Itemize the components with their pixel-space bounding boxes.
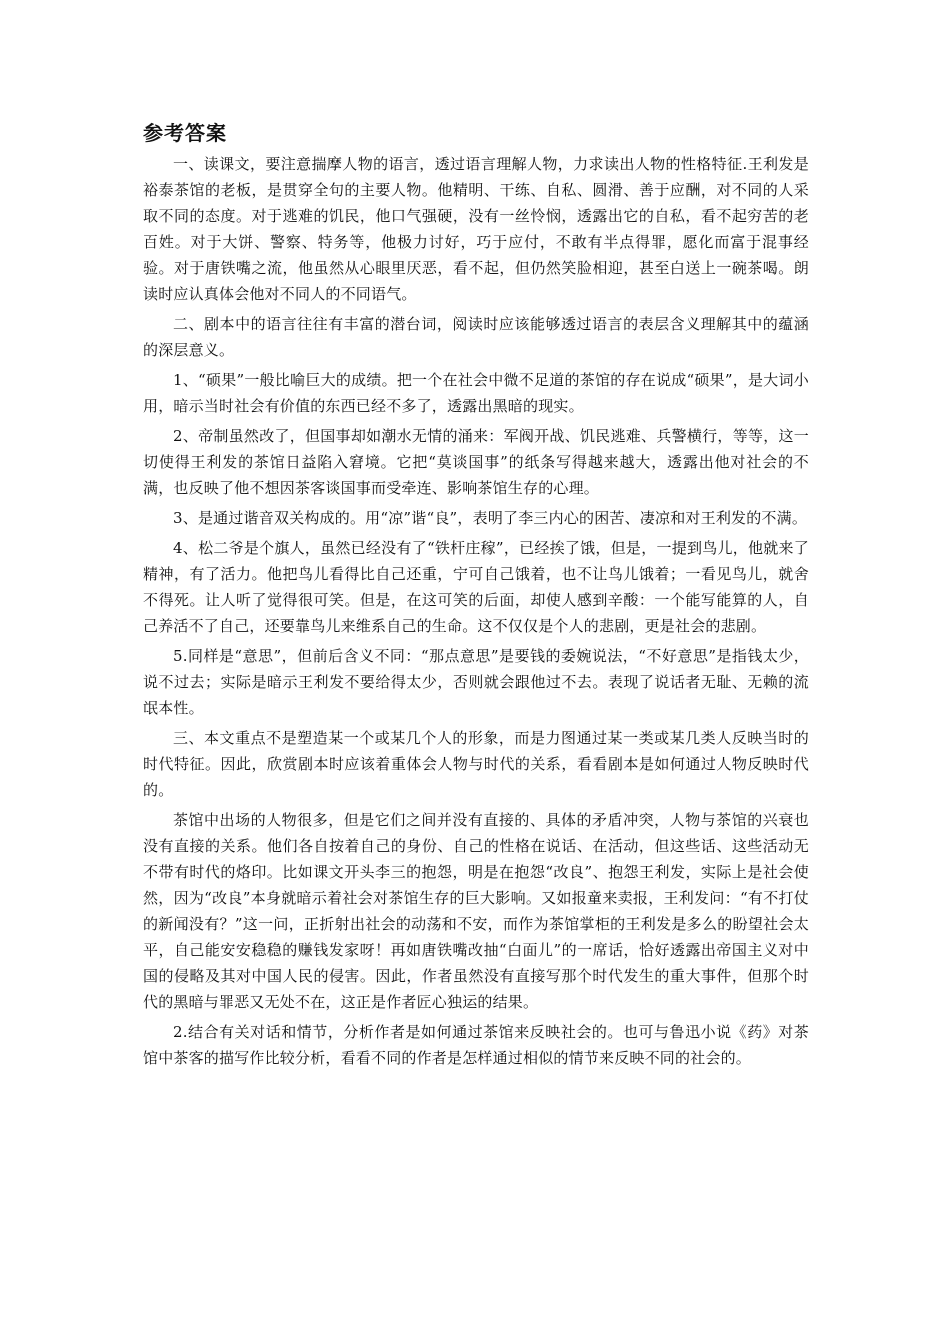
page-title: 参考答案 xyxy=(143,121,227,145)
paragraph-9: 茶馆中出场的人物很多，但是它们之间并没有直接的、具体的矛盾冲突，人物与茶馆的兴衰也没有直接的关系。他们各自按着自己的身份、自己的性格在说话、在活动，但这些话、这些活动无不带有时代的烙印。比如课文开头李三的抱怨，明是在抱怨“改良”、抱怨王利发，实际上是社会使然，因为“改良”本身就暗示着社会对茶馆生存的巨大影响。又如报童来卖报，王利发问：“有不打仗的新闻没有？”这一问，正折射出社会的动荡和不安，而作为茶馆掌柜的王利发是多么的盼望社会太平，自己能安安稳稳的赚钱发家呀！再如唐铁嘴改抽“白面儿”的一席话，恰好透露出帝国主义对中国的侵略及其对中国人民的侵害。因此，作者虽然没有直接写那个时代发生的重大事件，但那个时代的黑暗与罪恶又无处不在，这正是作者匠心独运的结果。 xyxy=(143,811,809,1011)
paragraph-5: 3、是通过谐音双关构成的。用“凉”谐“良”，表明了李三内心的困苦、凄凉和对王利发的不满。 xyxy=(173,509,808,527)
paragraph-8: 三、本文重点不是塑造某一个或某几个人的形象，而是力图通过某一类或某几类人反映当时的时代特征。因此，欣赏剧本时应该着重体会人物与时代的关系，看看剧本是如何通过人物反映时代的。 xyxy=(143,729,809,799)
paragraph-6: 4、松二爷是个旗人，虽然已经没有了“铁杆庄稼”，已经挨了饿，但是，一提到鸟儿，他就来了精神，有了活力。他把鸟儿看得比自己还重，宁可自己饿着，也不让鸟儿饿着；一看见鸟儿，就舍不得死。让人听了觉得很可笑。但是，在这可笑的后面，却使人感到辛酸：一个能写能算的人，自己养活不了自己，还要靠鸟儿来维系自己的生命。这不仅仅是个人的悲剧，更是社会的悲剧。 xyxy=(143,539,809,635)
answer-document xyxy=(143,118,809,1075)
paragraph-3: 1、“硕果”一般比喻巨大的成绩。把一个在社会中微不足道的茶馆的存在说成“硕果”，是大词小用，暗示当时社会有价值的东西已经不多了，透露出黑暗的现实。 xyxy=(143,371,809,415)
paragraph-7: 5.同样是“意思”，但前后含义不同：“那点意思”是要钱的委婉说法，“不好意思”是指钱太少，说不过去；实际是暗示王利发不要给得太少，否则就会跟他过不去。表现了说话者无耻、无赖的流氓本性。 xyxy=(143,647,809,717)
paragraph-2: 二、剧本中的语言往往有丰富的潜台词，阅读时应该能够透过语言的表层含义理解其中的蕴涵的深层意义。 xyxy=(143,315,809,359)
paragraph-10: 2.结合有关对话和情节，分析作者是如何通过茶馆来反映社会的。也可与鲁迅小说《药》对茶馆中茶客的描写作比较分析，看看不同的作者是怎样通过相似的情节来反映不同的社会的。 xyxy=(143,1023,809,1067)
paragraph-4: 2、帝制虽然改了，但国事却如潮水无情的涌来：军阀开战、饥民逃难、兵警横行，等等，这一切使得王利发的茶馆日益陷入窘境。它把“莫谈国事”的纸条写得越来越大，透露出他对社会的不满，也反映了他不想因茶客谈国事而受牵连、影响茶馆生存的心理。 xyxy=(143,427,809,497)
paragraph-1: 一、读课文，要注意揣摩人物的语言，透过语言理解人物，力求读出人物的性格特征.王利发是裕泰茶馆的老板，是贯穿全句的主要人物。他精明、干练、自私、圆滑、善于应酬，对不同的人采取不同的态度。对于逃难的饥民，他口气强硬，没有一丝怜悯，透露出它的自私，看不起穷苦的老百姓。对于大饼、警察、特务等，他极力讨好，巧于应付，不敢有半点得罪，愿化而富于混事经验。对于唐铁嘴之流，他虽然从心眼里厌恶，看不起，但仍然笑脸相迎，甚至白送上一碗茶喝。朗读时应认真体会他对不同人的不同语气。 xyxy=(143,155,809,303)
